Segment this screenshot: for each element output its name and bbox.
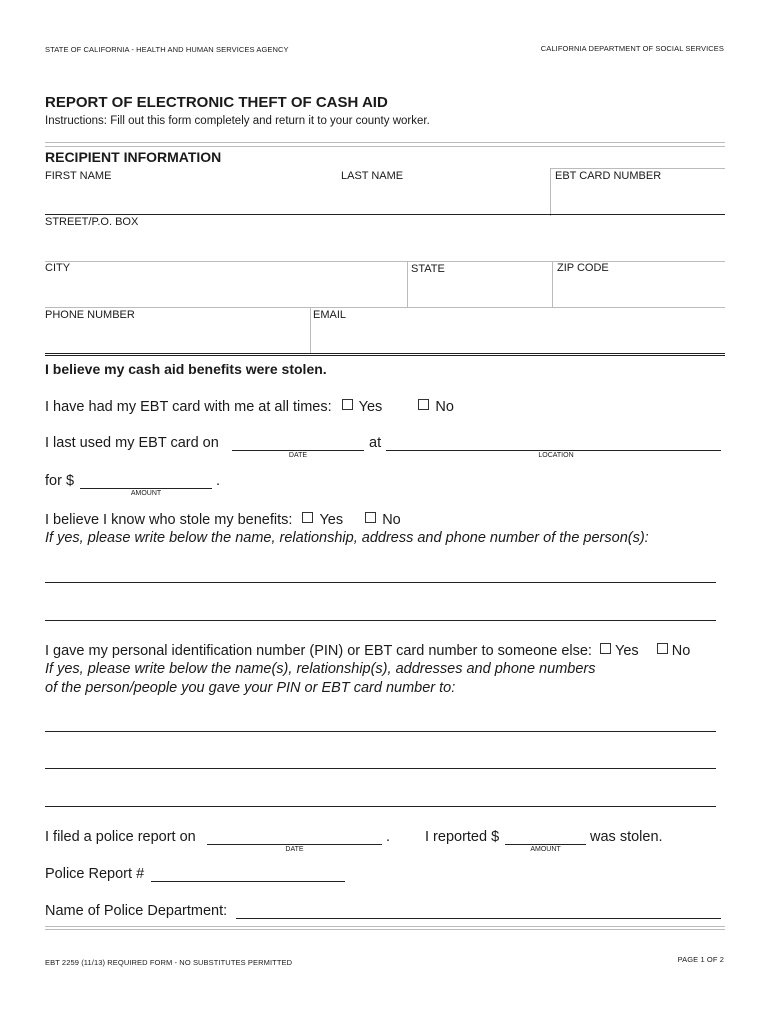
phone-label: PHONE NUMBER: [45, 309, 135, 321]
police-report-num-text: Police Report #: [45, 866, 145, 882]
gave-pin-line-3[interactable]: [45, 806, 716, 807]
was-stolen-text: was stolen.: [590, 829, 663, 845]
last-name-label: LAST NAME: [341, 170, 404, 182]
know-who-yes-label: Yes: [319, 512, 344, 528]
divider: [45, 929, 725, 930]
city-field[interactable]: [45, 278, 404, 304]
street-field[interactable]: [45, 232, 727, 258]
gave-pin-no-checkbox[interactable]: [657, 643, 668, 654]
divider: [45, 355, 725, 356]
gave-pin-line-2[interactable]: [45, 768, 716, 769]
gave-pin-no-label: No: [671, 643, 691, 659]
last-used-text: I last used my EBT card on: [45, 435, 219, 451]
know-who-no-label: No: [382, 512, 401, 528]
phone-field[interactable]: [45, 325, 309, 351]
divider: [550, 168, 551, 216]
divider: [552, 261, 553, 307]
divider: [45, 142, 725, 143]
gave-pin-yes-checkbox[interactable]: [600, 643, 611, 654]
police-report-text: I filed a police report on: [45, 829, 196, 845]
period-2: .: [386, 829, 391, 845]
had-card-no-checkbox[interactable]: [418, 399, 429, 410]
gave-pin-question: [45, 643, 690, 659]
know-who-question: [45, 512, 401, 528]
police-report-date-line[interactable]: [207, 844, 382, 845]
page-number: PAGE 1 OF 2: [677, 955, 724, 964]
had-card-text: I have had my EBT card with me at all times:: [45, 399, 332, 415]
last-used-location-line[interactable]: [386, 450, 721, 451]
police-dept-line[interactable]: [236, 918, 721, 919]
divider: [310, 307, 311, 353]
agency-left: STATE OF CALIFORNIA - HEALTH AND HUMAN SERVICES AGENCY: [45, 45, 289, 54]
location-sublabel: LOCATION: [538, 452, 574, 459]
know-who-text: I believe I know who stole my benefits:: [45, 512, 293, 528]
divider: [45, 307, 725, 308]
divider: [550, 168, 725, 169]
police-dept-text: Name of Police Department:: [45, 903, 228, 919]
divider: [45, 261, 725, 262]
know-who-yes-checkbox[interactable]: [302, 512, 313, 523]
date-sublabel: DATE: [288, 452, 308, 459]
street-label: STREET/P.O. BOX: [45, 216, 139, 228]
zip-label: ZIP CODE: [557, 262, 609, 274]
at-text: at: [369, 435, 382, 451]
police-report-num-line[interactable]: [151, 881, 345, 882]
gave-pin-yes-label: Yes: [615, 643, 639, 659]
form-title: REPORT OF ELECTRONIC THEFT OF CASH AID: [45, 94, 388, 111]
divider: [45, 146, 725, 147]
stolen-statement: I believe my cash aid benefits were stolen.: [45, 361, 327, 377]
amount-sublabel: AMOUNT: [130, 490, 162, 497]
amount-sublabel-2: AMOUNT: [530, 846, 561, 853]
divider: [45, 353, 725, 354]
recipient-heading: RECIPIENT INFORMATION: [45, 149, 222, 165]
for-dollar-text: for $: [45, 473, 75, 489]
know-who-instructions: If yes, please write below the name, relationship, address and phone number of the person(s):: [45, 530, 649, 546]
gave-pin-text: I gave my personal identification number (PIN) or EBT card number to someone else:: [45, 643, 592, 659]
last-used-date-line[interactable]: [232, 450, 364, 451]
know-who-line-1[interactable]: [45, 582, 716, 583]
last-name-field[interactable]: [341, 186, 550, 212]
reported-amount-line[interactable]: [505, 844, 586, 845]
ebt-card-field[interactable]: [555, 186, 727, 212]
zip-field[interactable]: [557, 278, 727, 304]
know-who-no-checkbox[interactable]: [365, 512, 376, 523]
know-who-line-2[interactable]: [45, 620, 716, 621]
had-card-question: [45, 399, 454, 415]
amount-line[interactable]: [80, 488, 212, 489]
divider: [407, 261, 408, 307]
state-field[interactable]: [411, 278, 550, 304]
had-card-no-label: No: [435, 399, 454, 415]
email-field[interactable]: [313, 325, 727, 351]
gave-pin-line-1[interactable]: [45, 731, 716, 732]
reported-amount-text: I reported $: [425, 829, 500, 845]
agency-right: CALIFORNIA DEPARTMENT OF SOCIAL SERVICES: [540, 44, 724, 53]
first-name-label: FIRST NAME: [45, 170, 112, 182]
gave-pin-instructions-1: If yes, please write below the name(s), relationship(s), addresses and phone numbers: [45, 661, 596, 677]
divider: [45, 214, 725, 215]
gave-pin-instructions-2: of the person/people you gave your PIN or EBT card number to:: [45, 680, 456, 696]
email-label: EMAIL: [313, 309, 347, 321]
instructions: Instructions: Fill out this form completely and return it to your county worker.: [45, 115, 430, 127]
period: .: [216, 473, 221, 489]
first-name-field[interactable]: [45, 186, 339, 212]
city-label: CITY: [45, 262, 71, 274]
ebt-card-label: EBT CARD NUMBER: [555, 170, 662, 182]
had-card-yes-label: Yes: [358, 399, 383, 415]
divider: [45, 926, 725, 927]
date-sublabel-2: DATE: [285, 846, 304, 853]
had-card-yes-checkbox[interactable]: [342, 399, 353, 410]
state-label: STATE: [411, 263, 445, 275]
form-id: EBT 2259 (11/13) REQUIRED FORM - NO SUBSTITUTES PERMITTED: [45, 958, 293, 967]
